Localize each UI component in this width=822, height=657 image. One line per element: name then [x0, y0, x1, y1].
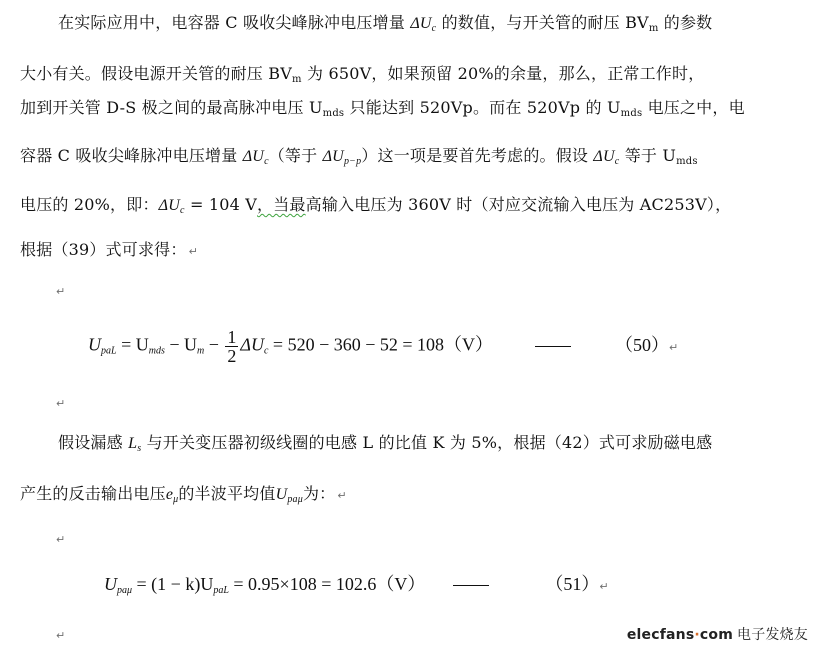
paragraph-marker: ↵ [56, 533, 66, 546]
text-segment: 与开关变压器初级线圈的电感 L 的比值 K 为 5%，根据（42）式可求励磁电感 [141, 433, 713, 452]
paragraph-marker: ↵ [56, 285, 66, 298]
text-segment: 在实际应用中，电容器 C 吸收尖峰脉冲电压增量 [58, 13, 411, 32]
subscript: s [137, 443, 142, 454]
subscript: paμ [287, 494, 303, 505]
inductance-symbol: L [128, 435, 138, 452]
text-segment: 为 650V，如果预留 20%的余量，那么，正常工作时， [301, 64, 705, 83]
watermark-chinese: 电子发烧友 [737, 627, 808, 643]
text-segment: 电压之中，电 [642, 98, 745, 117]
paragraph-1-line-3 [20, 98, 745, 124]
emf-symbol: e [165, 486, 174, 503]
paragraph-marker: ↵ [669, 340, 679, 354]
paragraph-marker: ↵ [337, 489, 347, 502]
equation-term: = U [116, 334, 149, 355]
equation-subscript: paL [213, 585, 229, 596]
paragraph-marker: ↵ [56, 397, 66, 410]
paragraph-marker: ↵ [188, 245, 198, 258]
text-segment: 产生的反击输出电压 [20, 484, 166, 503]
subscript: c [431, 23, 437, 34]
equation-subscript: paL [101, 345, 117, 357]
subscript: m [648, 23, 659, 34]
equation-lhs: U [88, 334, 101, 355]
text-segment: 大小有关。假设电源开关管的耐压 BV [20, 64, 292, 83]
text-segment: 加到开关管 D-S 极之间的最高脉冲电压 U [20, 98, 323, 117]
voltage-symbol: U [275, 486, 288, 503]
equation-term: = (1 − k)U [132, 574, 214, 594]
equation-subscript: m [197, 345, 205, 357]
paragraph-2-line-2 [20, 484, 347, 510]
equation-subscript: mds [148, 345, 165, 357]
equation-51 [104, 572, 609, 603]
equation-fraction [225, 328, 238, 365]
equation-rule [453, 585, 489, 586]
equation-number: （51） [545, 574, 600, 594]
text-segment: （等于 [268, 146, 323, 165]
delta-symbol: ΔU [593, 148, 615, 165]
watermark-brand: elecfans [626, 627, 695, 643]
equation-rule [535, 346, 571, 347]
subscript: mds [676, 156, 698, 167]
text-segment: = 104 V [184, 195, 258, 214]
text-segment: 假设漏感 [58, 433, 129, 452]
text-segment: 只能达到 520Vp。而在 520Vp 的 U [344, 98, 621, 117]
subscript: μ [173, 494, 179, 505]
text-segment: 的参数 [658, 13, 713, 32]
text-segment: 的半波平均值 [178, 484, 276, 503]
equation-subscript: c [263, 345, 269, 357]
equation-result: = 0.95×108 = 102.6（V） [228, 574, 426, 594]
paragraph-1-line-5 [20, 195, 731, 221]
paragraph-1-line-4 [20, 146, 698, 172]
text-segment: 等于 U [619, 146, 677, 165]
delta-symbol: ΔU [322, 148, 344, 165]
paragraph-marker: ↵ [599, 580, 609, 593]
spelling-underline: ，当最 [257, 195, 306, 214]
watermark-dot: · [694, 627, 700, 643]
paragraph-1-line-1 [58, 13, 712, 39]
watermark-logo [627, 624, 808, 644]
equation-number: （50） [615, 334, 670, 355]
text-segment: 高输入电压为 360V 时（对应交流输入电压为 AC253V）， [305, 195, 732, 214]
subscript: mds [322, 108, 345, 119]
paragraph-2-line-1 [58, 433, 712, 459]
text-segment: 的数值，与开关管的耐压 BV [436, 13, 649, 32]
text-segment: 容器 C 吸收尖峰脉冲电压增量 [20, 146, 243, 165]
fraction-denominator: 2 [227, 346, 237, 366]
subscript: c [264, 156, 269, 167]
text-segment: 为： [302, 484, 336, 503]
subscript: mds [620, 108, 643, 119]
equation-result: = 520 − 360 − 52 = 108（V） [268, 334, 494, 355]
paragraph-1-line-2 [20, 64, 704, 90]
equation-operator: − [204, 334, 224, 355]
text-segment: 根据（39）式可求得： [20, 240, 187, 259]
text-segment: ）这一项是要首先考虑的。假设 [361, 146, 594, 165]
fraction-numerator: 1 [227, 327, 237, 347]
delta-symbol: ΔU [410, 15, 432, 32]
equation-50 [88, 328, 678, 365]
subscript: p−p [343, 156, 362, 167]
paragraph-marker: ↵ [56, 629, 66, 642]
equation-delta: ΔU [240, 334, 264, 355]
subscript: c [614, 156, 620, 167]
delta-symbol: ΔU [242, 148, 265, 165]
watermark-domain: com [699, 627, 733, 643]
equation-subscript: paμ [117, 585, 133, 596]
subscript: m [292, 74, 302, 85]
equation-term: − U [164, 334, 197, 355]
subscript: c [180, 205, 185, 216]
equation-lhs: U [104, 574, 117, 594]
delta-symbol: ΔU [158, 197, 181, 214]
paragraph-1-line-6 [20, 240, 198, 262]
text-segment: 电压的 20%，即： [20, 195, 159, 214]
